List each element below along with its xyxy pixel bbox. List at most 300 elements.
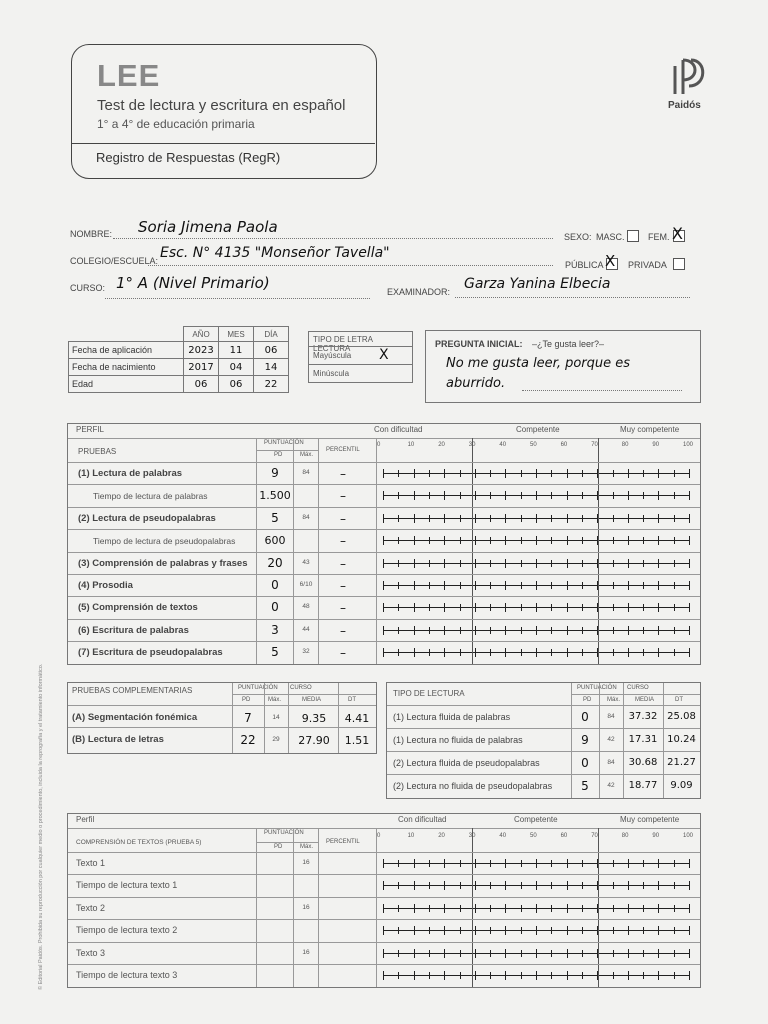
scale-tick <box>475 926 476 935</box>
score-pd[interactable] <box>258 900 292 916</box>
scale-tick <box>398 882 399 889</box>
private-label: PRIVADA <box>628 260 667 270</box>
scale-tick <box>383 491 384 500</box>
scale-tick <box>521 950 522 957</box>
scale-tick <box>551 515 552 522</box>
fem-check-mark: X <box>672 224 683 243</box>
scale-tick <box>628 971 629 980</box>
percentile-value[interactable]: – <box>340 646 346 661</box>
percentile-scale <box>383 469 689 477</box>
scale-tick <box>475 904 476 913</box>
date-year[interactable]: 06 <box>184 376 219 393</box>
percentile-value[interactable]: – <box>340 556 346 571</box>
curso-mean[interactable]: 9.35 <box>301 712 327 725</box>
scale-tick <box>582 905 583 912</box>
name-label: NOMBRE: <box>70 229 113 239</box>
profile2-title: Perfil <box>76 815 95 824</box>
percentile-value[interactable] <box>320 877 374 893</box>
date-row <box>69 359 289 376</box>
scale-tick <box>460 537 461 544</box>
table-row <box>68 529 700 551</box>
table-row <box>68 964 700 986</box>
score-pd[interactable]: 1.500 <box>259 489 291 503</box>
scale-tick <box>582 860 583 867</box>
scale-tick <box>475 514 476 523</box>
public-check-mark: X <box>605 252 616 270</box>
scale-tick <box>674 972 675 979</box>
scale-tick <box>689 971 690 980</box>
scale-tick <box>551 972 552 979</box>
scale-tick <box>674 649 675 656</box>
score-pd[interactable]: 5 <box>271 645 279 660</box>
score-pd[interactable] <box>258 855 292 871</box>
scale-tick <box>689 536 690 545</box>
test-title: Test de lectura y escritura en español <box>97 97 346 114</box>
table-row <box>68 507 700 529</box>
row-divider <box>68 641 700 642</box>
scale-tick <box>643 470 644 477</box>
scale-tick <box>398 582 399 589</box>
row-divider <box>68 874 700 875</box>
header-subdivider <box>571 694 700 695</box>
scale-tick <box>505 859 506 868</box>
scale-tick <box>613 604 614 611</box>
scale-tick <box>490 972 491 979</box>
test-name: Tiempo de lectura de palabras <box>93 491 208 502</box>
percentile-value[interactable] <box>320 945 374 961</box>
scale-tick-label: 90 <box>652 833 660 839</box>
test-logo: LEE <box>97 58 161 93</box>
scale-tick <box>551 649 552 656</box>
score-header: PUNTUACIÓN <box>264 440 304 446</box>
comp-max-header: Máx. <box>268 697 282 703</box>
scale-tick <box>444 536 445 545</box>
curso-mean[interactable]: 17.31 <box>628 734 658 745</box>
scale-tick <box>521 604 522 611</box>
scale-tick <box>460 860 461 867</box>
percentile-scale <box>383 514 689 522</box>
date-month[interactable]: 06 <box>219 376 254 393</box>
scale-tick <box>613 927 614 934</box>
scale-tick <box>429 582 430 589</box>
scale-tick <box>521 515 522 522</box>
scale-tick-label: 100 <box>683 833 694 839</box>
scale-tick <box>613 649 614 656</box>
percentile-value[interactable] <box>320 922 374 938</box>
scale-tick <box>490 560 491 567</box>
test-name: (A) Segmentación fonémica <box>72 712 198 723</box>
score-pd[interactable]: 0 <box>271 578 279 592</box>
scale-tick <box>444 581 445 590</box>
score-pd[interactable] <box>258 945 292 961</box>
scale-tick <box>689 626 690 635</box>
test-name: (5) Comprensión de textos <box>78 602 198 614</box>
scale-tick <box>414 949 415 958</box>
percentile-value[interactable]: – <box>340 623 346 638</box>
scale-tick <box>505 971 506 980</box>
scale-tick <box>460 972 461 979</box>
text-test-name: Texto 1 <box>76 858 106 868</box>
scale-tick <box>505 469 506 478</box>
scale-tick <box>689 904 690 913</box>
scale-tick <box>414 626 415 635</box>
table-row <box>68 942 700 964</box>
date-row <box>69 376 289 393</box>
scale-tick <box>613 950 614 957</box>
scale-tick <box>674 627 675 634</box>
reading-type-name: (2) Lectura fluida de pseudopalabras <box>393 758 540 768</box>
scale-tick <box>383 926 384 935</box>
scale-tick <box>551 537 552 544</box>
date-month[interactable]: 04 <box>219 359 254 376</box>
score-max: 84 <box>302 513 310 521</box>
curso-mean[interactable]: 27.90 <box>298 734 330 747</box>
score-max: 32 <box>302 648 310 656</box>
scale-tick <box>582 492 583 499</box>
scale-tick <box>444 926 445 935</box>
scale-tick <box>490 627 491 634</box>
scale-tick <box>414 514 415 523</box>
scale-tick <box>536 581 537 590</box>
scale-tick <box>674 560 675 567</box>
scale-tick <box>521 537 522 544</box>
scale-tick <box>658 881 659 890</box>
score-pd[interactable] <box>258 877 292 893</box>
scale-tick <box>567 971 568 980</box>
scale-tick <box>460 515 461 522</box>
scale-tick <box>475 603 476 612</box>
scale-tick-label: 0 <box>377 442 381 448</box>
percentile-value[interactable] <box>320 900 374 916</box>
date-day[interactable]: 22 <box>254 376 289 393</box>
scale-tick <box>689 514 690 523</box>
scale-tick <box>398 604 399 611</box>
curso-mean[interactable]: 37.32 <box>628 711 658 722</box>
scale-tick <box>383 581 384 590</box>
comp-mean-header: MEDIA <box>302 697 322 703</box>
scale-tick <box>505 491 506 500</box>
tests-header: PRUEBAS <box>78 447 117 456</box>
table-row <box>68 730 376 750</box>
table-row <box>387 774 700 797</box>
scale-tick <box>429 860 430 867</box>
scale-tick <box>444 469 445 478</box>
scale-tick <box>536 469 537 478</box>
scale-tick <box>643 950 644 957</box>
scale-tick <box>582 604 583 611</box>
scale-tick <box>689 648 690 657</box>
scale-tick <box>475 469 476 478</box>
text-test-name: Texto 3 <box>76 947 106 958</box>
scale-tick <box>643 927 644 934</box>
date-row <box>69 342 289 359</box>
comp-sd-header: DT <box>348 697 356 703</box>
percentile-scale <box>383 904 689 912</box>
score-pd[interactable]: 22 <box>240 733 256 747</box>
scale-tick <box>521 627 522 634</box>
table-row <box>68 919 700 941</box>
scale-tick-label: 80 <box>621 833 629 839</box>
letter-lower-label: Minúscula <box>313 369 350 378</box>
row-divider <box>68 919 700 920</box>
score-subdivider <box>256 450 318 451</box>
scale-tick <box>658 514 659 523</box>
profile2-pd-header: PD <box>274 844 283 850</box>
percentile-value[interactable] <box>320 967 374 983</box>
scale-tick <box>643 627 644 634</box>
scale-tick <box>536 626 537 635</box>
scale-tick <box>414 926 415 935</box>
scale-tick-label: 70 <box>591 833 598 839</box>
scale-tick <box>383 559 384 568</box>
test-name: (4) Prosodia <box>78 580 133 591</box>
scale-tick <box>613 515 614 522</box>
scale-tick <box>398 515 399 522</box>
scale-tick <box>429 537 430 544</box>
score-pd[interactable]: 9 <box>581 733 589 747</box>
scale-tick <box>628 514 629 523</box>
curso-sd[interactable]: 1.51 <box>344 734 370 747</box>
score-max: 6/10 <box>299 581 313 588</box>
score-pd[interactable] <box>258 967 292 983</box>
scale-tick <box>536 904 537 913</box>
scale-tick <box>490 515 491 522</box>
scale-tick <box>414 603 415 612</box>
score-pd[interactable]: 20 <box>267 555 283 570</box>
scale-tick <box>628 603 629 612</box>
percentile-header: PERCENTIL <box>326 447 360 453</box>
scale-tick <box>521 882 522 889</box>
score-max: 44 <box>302 625 310 633</box>
table-row <box>68 484 700 506</box>
scale-tick <box>567 648 568 657</box>
scale-tick <box>658 859 659 868</box>
percentile-value[interactable]: – <box>340 601 346 616</box>
scale-tick <box>628 949 629 958</box>
scale-tick <box>689 581 690 590</box>
score-pd[interactable]: 0 <box>581 756 589 770</box>
scale-tick <box>460 905 461 912</box>
rt-mean-header: MEDIA <box>635 697 655 703</box>
percentile-value[interactable]: – <box>340 489 346 504</box>
table-row <box>68 641 700 663</box>
month-header: MES <box>219 327 254 342</box>
scale-tick-label: 100 <box>683 442 694 448</box>
scale-tick <box>567 536 568 545</box>
scale-tick <box>398 950 399 957</box>
scale-tick <box>383 626 384 635</box>
percentile-scale <box>383 648 689 656</box>
score-max: 14 <box>272 714 280 721</box>
scale-tick <box>490 905 491 912</box>
score-max: 29 <box>272 736 280 743</box>
scale-tick <box>475 581 476 590</box>
scale-tick <box>628 491 629 500</box>
score-pd[interactable]: 7 <box>244 711 252 725</box>
scale-tick <box>398 860 399 867</box>
text-comprehension-profile-table <box>67 813 701 988</box>
score-pd[interactable] <box>258 922 292 938</box>
scale-tick <box>674 927 675 934</box>
table-row <box>68 552 700 574</box>
scale-tick <box>689 603 690 612</box>
scale-tick-label: 30 <box>468 833 476 839</box>
scale-tick <box>429 649 430 656</box>
scale-tick <box>689 859 690 868</box>
percentile-scale <box>383 581 689 589</box>
scale-tick <box>628 926 629 935</box>
scale-tick <box>551 860 552 867</box>
scale-tick <box>505 881 506 890</box>
date-day[interactable]: 14 <box>254 359 289 376</box>
scale-tick <box>536 648 537 657</box>
reading-type-table <box>386 682 701 799</box>
dates-table <box>68 326 289 393</box>
scale-tick <box>444 559 445 568</box>
scale-tick <box>613 582 614 589</box>
test-name: Tiempo de lectura de pseudopalabras <box>93 536 236 547</box>
test-name: (1) Lectura de palabras <box>78 468 183 479</box>
curso-sd[interactable]: 21.27 <box>667 757 696 768</box>
score-pd[interactable]: 0 <box>581 710 589 724</box>
scale-tick <box>536 881 537 890</box>
date-label: Edad <box>69 376 184 393</box>
scale-tick <box>674 537 675 544</box>
scale-tick <box>582 515 583 522</box>
scale-tick <box>643 604 644 611</box>
date-year[interactable]: 2023 <box>184 342 219 359</box>
table-row <box>68 897 700 919</box>
test-name: (6) Escritura de palabras <box>78 624 189 636</box>
profile-title: PERFIL <box>76 425 105 434</box>
scale-tick <box>398 649 399 656</box>
date-month[interactable]: 11 <box>219 342 254 359</box>
private-checkbox[interactable] <box>673 258 685 270</box>
percentile-value[interactable]: – <box>340 534 346 549</box>
date-label: Fecha de aplicación <box>69 342 184 359</box>
scale-tick <box>429 927 430 934</box>
publisher-name: Paidós <box>668 100 701 111</box>
scale-tick <box>582 627 583 634</box>
percentile-value[interactable]: – <box>340 467 346 481</box>
curso-sd[interactable]: 9.09 <box>670 780 693 791</box>
test-name: (2) Lectura de pseudopalabras <box>78 512 216 524</box>
examiner-label: EXAMINADOR: <box>387 287 451 297</box>
score-pd[interactable]: 5 <box>271 510 279 525</box>
scale-tick <box>613 860 614 867</box>
scale-tick <box>460 882 461 889</box>
percentile-value[interactable]: – <box>340 579 346 593</box>
score-pd[interactable]: 3 <box>271 622 279 637</box>
scale-tick <box>383 971 384 980</box>
scale-tick <box>505 514 506 523</box>
percentile-scale <box>383 881 689 889</box>
score-pd[interactable]: 5 <box>581 779 589 793</box>
scale-tick-label: 0 <box>377 833 381 839</box>
row-divider <box>68 619 700 620</box>
percentile-value[interactable]: – <box>340 511 346 526</box>
rt-pd-header: PD <box>583 697 592 703</box>
reading-type-name: (1) Lectura no fluida de palabras <box>393 735 523 745</box>
profile-table <box>67 423 701 665</box>
letter-upper-mark: X <box>379 347 389 363</box>
register-title: Registro de Respuestas (RegR) <box>96 150 281 165</box>
scale-tick <box>414 536 415 545</box>
row-divider <box>68 942 700 943</box>
public-label: PÚBLICA <box>565 260 604 270</box>
scale-tick <box>444 514 445 523</box>
masc-checkbox[interactable] <box>627 230 639 242</box>
curso-mean[interactable]: 30.68 <box>628 757 658 768</box>
scale-tick <box>658 626 659 635</box>
initial-question-label: PREGUNTA INICIAL: <box>435 339 523 349</box>
date-day[interactable]: 06 <box>254 342 289 359</box>
scale-tick <box>567 926 568 935</box>
scale-tick <box>582 649 583 656</box>
scale-tick <box>674 882 675 889</box>
scale-tick <box>582 927 583 934</box>
curso-sd[interactable]: 25.08 <box>667 711 696 722</box>
curso-sd[interactable]: 4.41 <box>344 712 370 725</box>
scale-tick <box>475 949 476 958</box>
course-label: CURSO: <box>70 283 106 293</box>
scale-tick-label: 40 <box>499 833 507 839</box>
score-pd[interactable]: 600 <box>264 534 286 548</box>
scale-tick <box>536 536 537 545</box>
scale-tick <box>505 603 506 612</box>
scale-tick <box>658 971 659 980</box>
comp-pd-header: PD <box>242 697 251 703</box>
scale-tick <box>429 492 430 499</box>
table-row <box>68 619 700 641</box>
table-row <box>68 852 700 874</box>
score-pd[interactable]: 9 <box>271 466 279 480</box>
date-label: Fecha de nacimiento <box>69 359 184 376</box>
scale-tick <box>475 971 476 980</box>
score-max: 16 <box>302 859 310 866</box>
scale-tick <box>689 881 690 890</box>
scale-tick <box>460 927 461 934</box>
date-year[interactable]: 2017 <box>184 359 219 376</box>
copyright-notice: © Editorial Paidós. Prohibida su reproducción por cualquier medio o procedimiento, incluida la reprografía y el tratamiento informático. <box>38 663 44 990</box>
row-divider <box>68 727 376 728</box>
curso-mean[interactable]: 18.77 <box>628 780 658 791</box>
scale-tick <box>398 537 399 544</box>
scale-tick <box>551 560 552 567</box>
row-divider <box>68 484 700 485</box>
scale-tick <box>460 604 461 611</box>
row-divider <box>68 705 376 706</box>
reading-type-name: (2) Lectura no fluida de pseudopalabras <box>393 781 553 791</box>
score-max: 42 <box>607 736 615 743</box>
level2-very-competent: Muy competente <box>620 815 680 824</box>
scale-tick <box>674 604 675 611</box>
scale-tick <box>398 627 399 634</box>
row-divider <box>387 751 700 752</box>
table-row <box>387 705 700 728</box>
row-divider <box>387 705 700 706</box>
scale-tick <box>444 491 445 500</box>
scale-tick <box>628 626 629 635</box>
curso-sd[interactable]: 10.24 <box>667 734 696 745</box>
scale-tick <box>536 603 537 612</box>
scale-tick <box>643 560 644 567</box>
scale-tick <box>582 560 583 567</box>
percentile-value[interactable] <box>320 855 374 871</box>
scale-tick <box>383 859 384 868</box>
scale-tick <box>582 470 583 477</box>
score-pd[interactable]: 0 <box>271 600 279 615</box>
